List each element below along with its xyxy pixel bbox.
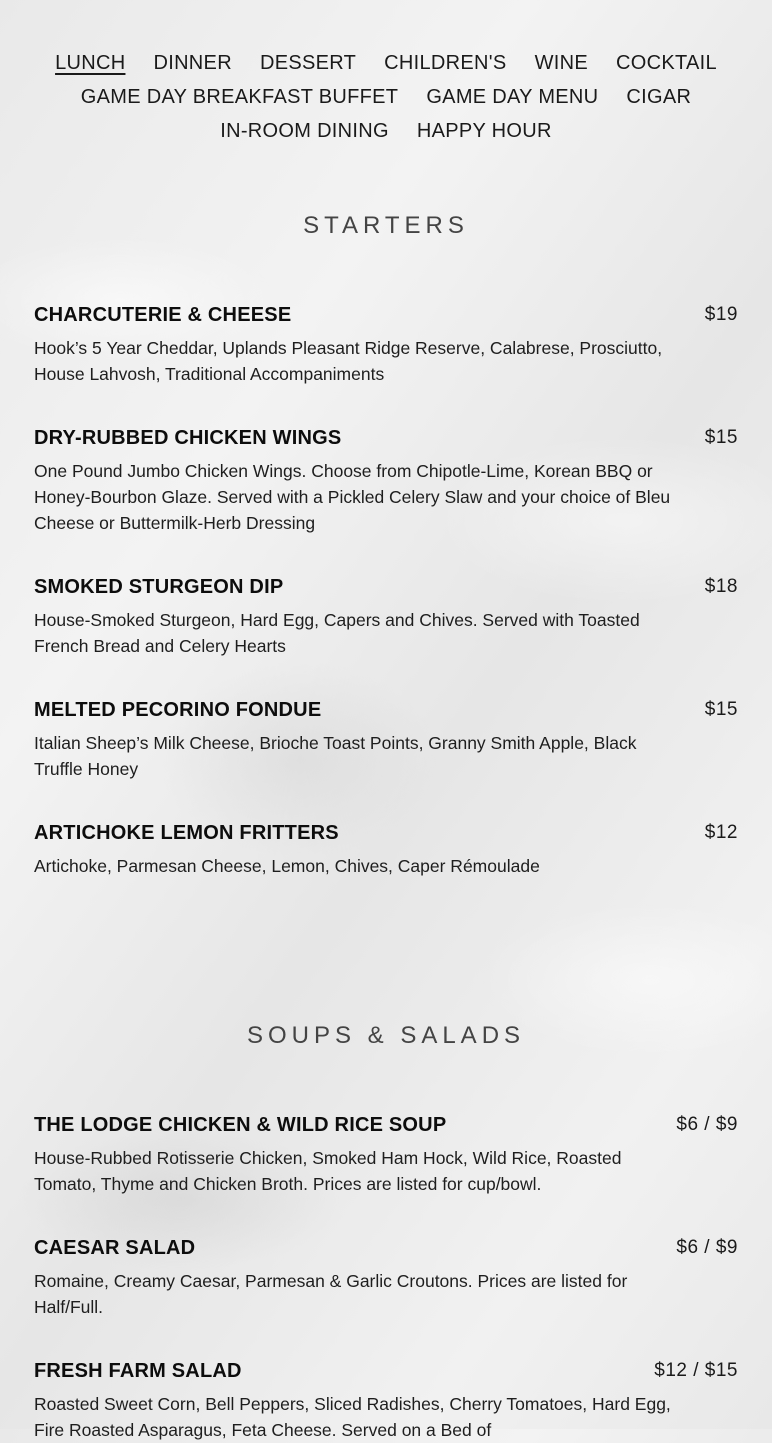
item-price: $15 [704,699,738,720]
nav-link-cigar[interactable]: CIGAR [626,85,692,108]
item-description: Italian Sheep’s Milk Cheese, Brioche Toast Points, Granny Smith Apple, Black Truffle Honey [34,733,637,779]
item-description: Romaine, Creamy Caesar, Parmesan & Garlic Croutons. Prices are listed for Half/Full. [34,1271,628,1317]
item-name: FRESH FARM SALAD [34,1360,242,1382]
item-description: Hook’s 5 Year Cheddar, Uplands Pleasant Ridge Reserve, Calabrese, Prosciutto, House Lahvosh, Traditional Accompaniments [34,338,663,384]
item-price: $18 [704,576,738,597]
nav-link-childrens[interactable]: CHILDREN'S [384,51,507,74]
nav-link-game-day-breakfast-buffet[interactable]: GAME DAY BREAKFAST BUFFET [80,85,399,108]
menu-nav-row-2 [0,80,772,114]
item-description: House-Smoked Sturgeon, Hard Egg, Capers and Chives. Served with Toasted French Bread and Celery Hearts [34,610,640,656]
item-description: House-Rubbed Rotisserie Chicken, Smoked Ham Hock, Wild Rice, Roasted Tomato, Thyme and Chicken Broth. Prices are listed for cup/bowl. [34,1148,622,1194]
menu-item [34,576,738,659]
item-description: Artichoke, Parmesan Cheese, Lemon, Chives, Caper Rémoulade [34,856,540,876]
item-price: $15 [704,427,738,448]
menu-item [34,427,738,536]
item-price: $19 [704,304,738,325]
menu-nav-row-3 [0,114,772,148]
item-name: THE LODGE CHICKEN & WILD RICE SOUP [34,1114,447,1136]
nav-link-lunch[interactable]: LUNCH [55,51,126,74]
item-description: Roasted Sweet Corn, Bell Peppers, Sliced Radishes, Cherry Tomatoes, Hard Egg, Fire Roasted Asparagus, Feta Cheese. Served on a Bed of [34,1394,671,1440]
nav-link-in-room-dining[interactable]: IN-ROOM DINING [220,119,389,142]
nav-link-wine[interactable]: WINE [534,51,588,74]
menu-item [34,699,738,782]
section-title-starters: STARTERS [303,212,469,239]
menu-item [34,304,738,387]
item-price: $6 / $9 [676,1237,738,1258]
menu-nav-row-1 [0,46,772,80]
menu-item [34,1360,738,1443]
nav-link-dinner[interactable]: DINNER [153,51,232,74]
nav-link-dessert[interactable]: DESSERT [259,51,357,74]
menu-nav [0,46,772,148]
section-title-soups-salads: SOUPS & SALADS [246,1022,526,1049]
item-name: CAESAR SALAD [34,1237,196,1259]
item-price: $12 / $15 [654,1360,738,1381]
menu-item [34,822,738,879]
item-name: SMOKED STURGEON DIP [34,576,284,598]
menu-item [34,1114,738,1197]
item-name: ARTICHOKE LEMON FRITTERS [34,822,339,844]
nav-link-cocktail[interactable]: COCKTAIL [615,51,717,74]
item-name: DRY-RUBBED CHICKEN WINGS [34,427,342,449]
item-name: CHARCUTERIE & CHEESE [34,304,292,326]
nav-link-happy-hour[interactable]: HAPPY HOUR [416,119,552,142]
item-description: One Pound Jumbo Chicken Wings. Choose from Chipotle-Lime, Korean BBQ or Honey-Bourbon Glaze. Served with a Pickled Celery Slaw and your choice of Bleu Cheese or Buttermilk-Herb Dressing [34,461,671,533]
item-price: $12 [704,822,738,843]
item-price: $6 / $9 [676,1114,738,1135]
menu-item [34,1237,738,1320]
nav-link-game-day-menu[interactable]: GAME DAY MENU [426,85,599,108]
item-name: MELTED PECORINO FONDUE [34,699,322,721]
